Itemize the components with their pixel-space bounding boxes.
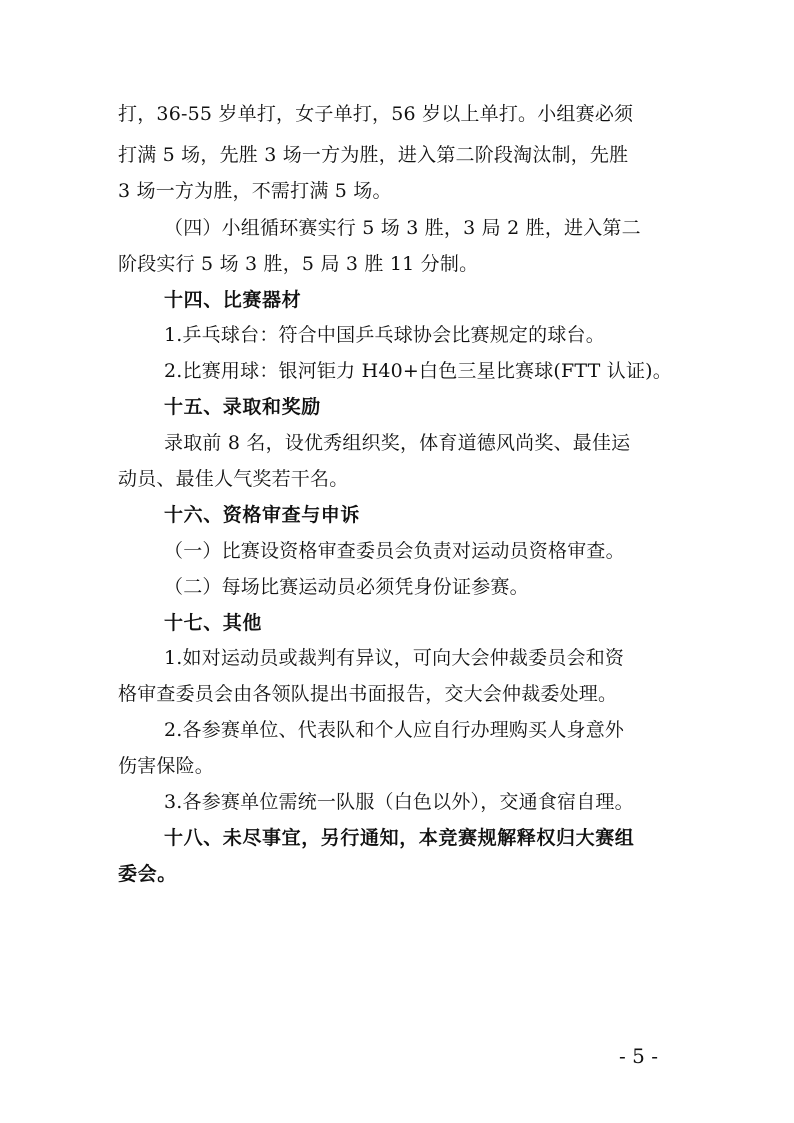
list-item: 1.乒乓球台：符合中国乒乓球协会比赛规定的球台。 xyxy=(164,324,605,346)
section-heading: 十七、其他 xyxy=(164,612,263,634)
paragraph-line: 录取前 8 名，设优秀组织奖，体育道德风尚奖、最佳运 xyxy=(164,432,631,454)
list-item: 2.各参赛单位、代表队和个人应自行办理购买人身意外 xyxy=(164,719,625,741)
list-item: 1.如对运动员或裁判有异议，可向大会仲裁委员会和资 xyxy=(164,647,625,669)
section-heading-continuation: 委会。 xyxy=(118,863,177,885)
text-line: 动员、最佳人气奖若干名。 xyxy=(118,468,349,490)
list-item: 2.比赛用球：银河钜力 H40+白色三星比赛球(FTT 认证)。 xyxy=(164,360,672,382)
section-heading: 十五、录取和奖励 xyxy=(164,396,321,418)
list-item: （一）比赛设资格审查委员会负责对运动员资格审查。 xyxy=(164,540,625,562)
list-item: （二）每场比赛运动员必须凭身份证参赛。 xyxy=(164,576,529,598)
text-line: 打，36-55 岁单打，女子单打，56 岁以上单打。小组赛必须 xyxy=(118,103,634,125)
section-heading: 十八、未尽事宜，另行通知，本竞赛规解释权归大赛组 xyxy=(164,827,635,849)
text-line: 格审查委员会由各领队提出书面报告，交大会仲裁委处理。 xyxy=(118,683,618,705)
paragraph-line: （四）小组循环赛实行 5 场 3 胜，3 局 2 胜，进入第二 xyxy=(164,217,641,239)
text-line: 3 场一方为胜，不需打满 5 场。 xyxy=(118,180,392,202)
list-item: 3.各参赛单位需统一队服（白色以外），交通食宿自理。 xyxy=(164,791,634,813)
page-number: - 5 - xyxy=(619,1044,658,1068)
section-heading: 十六、资格审查与申诉 xyxy=(164,504,361,526)
text-line: 打满 5 场，先胜 3 场一方为胜，进入第二阶段淘汰制，先胜 xyxy=(118,144,629,166)
text-line: 伤害保险。 xyxy=(118,755,215,777)
section-heading: 十四、比赛器材 xyxy=(164,289,302,311)
text-line: 阶段实行 5 场 3 胜，5 局 3 胜 11 分制。 xyxy=(118,253,479,275)
